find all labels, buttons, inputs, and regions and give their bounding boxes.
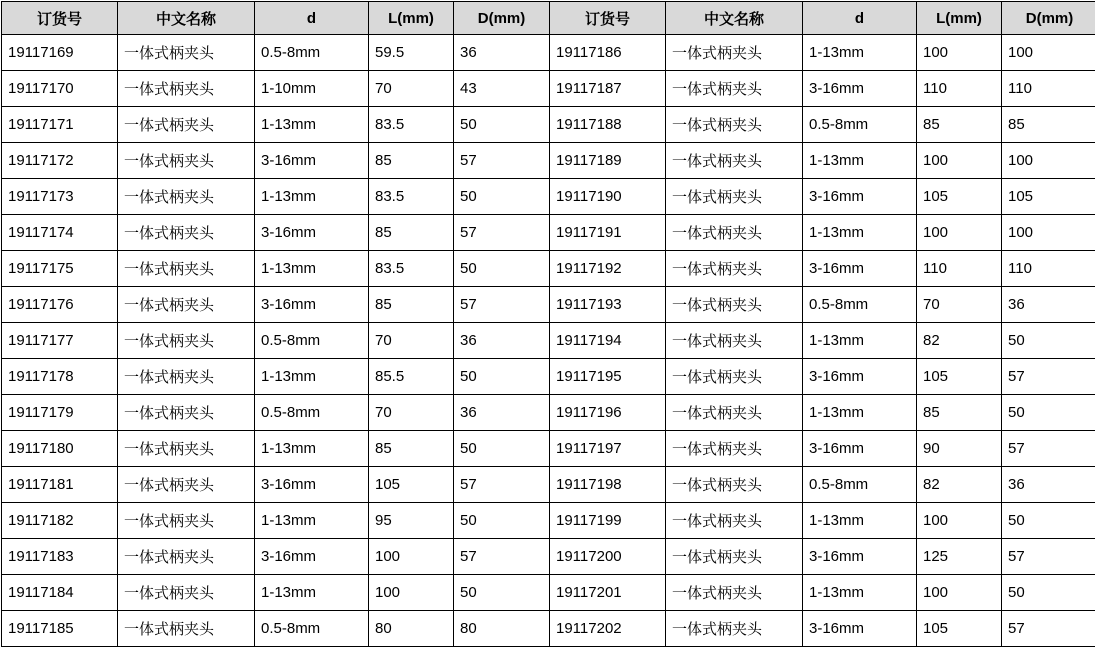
cell-length-left: 105 bbox=[369, 467, 454, 503]
table-row bbox=[2, 107, 1095, 143]
cell-length-right: 105 bbox=[917, 611, 1002, 647]
cell-d-left: 3-16mm bbox=[255, 287, 369, 323]
cell-order-no-left: 19117185 bbox=[2, 611, 118, 647]
cell-chinese-name-right: 一体式柄夹头 bbox=[666, 575, 803, 611]
cell-chinese-name-right: 一体式柄夹头 bbox=[666, 503, 803, 539]
cell-chinese-name-right: 一体式柄夹头 bbox=[666, 251, 803, 287]
product-spec-table bbox=[1, 1, 1095, 647]
header-order-no-left: 订货号 bbox=[2, 2, 118, 35]
cell-length-right: 100 bbox=[917, 215, 1002, 251]
cell-chinese-name-left: 一体式柄夹头 bbox=[118, 107, 255, 143]
cell-chinese-name-right: 一体式柄夹头 bbox=[666, 395, 803, 431]
cell-diameter-left: 50 bbox=[454, 179, 550, 215]
cell-chinese-name-right: 一体式柄夹头 bbox=[666, 287, 803, 323]
cell-d-right: 1-13mm bbox=[803, 575, 917, 611]
cell-diameter-left: 57 bbox=[454, 287, 550, 323]
header-d-right: d bbox=[803, 2, 917, 35]
cell-diameter-right: 50 bbox=[1002, 323, 1095, 359]
cell-d-right: 3-16mm bbox=[803, 611, 917, 647]
cell-diameter-right: 85 bbox=[1002, 107, 1095, 143]
table-row bbox=[2, 539, 1095, 575]
cell-length-right: 90 bbox=[917, 431, 1002, 467]
cell-diameter-right: 100 bbox=[1002, 215, 1095, 251]
cell-d-right: 3-16mm bbox=[803, 71, 917, 107]
cell-chinese-name-left: 一体式柄夹头 bbox=[118, 575, 255, 611]
cell-order-no-left: 19117177 bbox=[2, 323, 118, 359]
cell-d-right: 3-16mm bbox=[803, 539, 917, 575]
table-row bbox=[2, 467, 1095, 503]
cell-d-left: 0.5-8mm bbox=[255, 611, 369, 647]
cell-diameter-right: 110 bbox=[1002, 71, 1095, 107]
cell-length-left: 80 bbox=[369, 611, 454, 647]
table-row bbox=[2, 215, 1095, 251]
cell-length-left: 85 bbox=[369, 287, 454, 323]
cell-length-right: 100 bbox=[917, 35, 1002, 71]
cell-diameter-right: 50 bbox=[1002, 395, 1095, 431]
cell-d-right: 3-16mm bbox=[803, 431, 917, 467]
table-row bbox=[2, 575, 1095, 611]
cell-order-no-right: 19117193 bbox=[550, 287, 666, 323]
table-row bbox=[2, 287, 1095, 323]
cell-d-left: 1-13mm bbox=[255, 431, 369, 467]
cell-d-left: 1-13mm bbox=[255, 359, 369, 395]
cell-order-no-left: 19117169 bbox=[2, 35, 118, 71]
cell-diameter-left: 50 bbox=[454, 359, 550, 395]
table-row bbox=[2, 323, 1095, 359]
table-row bbox=[2, 251, 1095, 287]
table-row bbox=[2, 359, 1095, 395]
cell-d-right: 3-16mm bbox=[803, 359, 917, 395]
table-row bbox=[2, 431, 1095, 467]
cell-diameter-left: 50 bbox=[454, 107, 550, 143]
cell-d-right: 3-16mm bbox=[803, 251, 917, 287]
cell-length-left: 70 bbox=[369, 323, 454, 359]
header-length-right: L(mm) bbox=[917, 2, 1002, 35]
cell-length-right: 110 bbox=[917, 71, 1002, 107]
cell-length-right: 105 bbox=[917, 359, 1002, 395]
cell-chinese-name-left: 一体式柄夹头 bbox=[118, 215, 255, 251]
cell-length-left: 85.5 bbox=[369, 359, 454, 395]
cell-length-left: 83.5 bbox=[369, 251, 454, 287]
cell-chinese-name-left: 一体式柄夹头 bbox=[118, 611, 255, 647]
cell-length-right: 105 bbox=[917, 179, 1002, 215]
cell-d-right: 1-13mm bbox=[803, 35, 917, 71]
cell-length-right: 82 bbox=[917, 467, 1002, 503]
cell-chinese-name-left: 一体式柄夹头 bbox=[118, 35, 255, 71]
cell-order-no-left: 19117182 bbox=[2, 503, 118, 539]
cell-d-left: 3-16mm bbox=[255, 143, 369, 179]
cell-order-no-left: 19117181 bbox=[2, 467, 118, 503]
cell-chinese-name-right: 一体式柄夹头 bbox=[666, 467, 803, 503]
cell-chinese-name-left: 一体式柄夹头 bbox=[118, 467, 255, 503]
cell-chinese-name-right: 一体式柄夹头 bbox=[666, 215, 803, 251]
cell-d-right: 1-13mm bbox=[803, 215, 917, 251]
cell-chinese-name-right: 一体式柄夹头 bbox=[666, 359, 803, 395]
cell-d-left: 1-13mm bbox=[255, 179, 369, 215]
cell-diameter-left: 50 bbox=[454, 503, 550, 539]
cell-order-no-right: 19117201 bbox=[550, 575, 666, 611]
table-row bbox=[2, 35, 1095, 71]
cell-diameter-left: 57 bbox=[454, 215, 550, 251]
spec-table-sheet bbox=[0, 1, 1095, 666]
cell-length-right: 100 bbox=[917, 575, 1002, 611]
cell-order-no-right: 19117187 bbox=[550, 71, 666, 107]
cell-order-no-left: 19117180 bbox=[2, 431, 118, 467]
cell-d-right: 1-13mm bbox=[803, 143, 917, 179]
cell-chinese-name-left: 一体式柄夹头 bbox=[118, 323, 255, 359]
cell-d-right: 3-16mm bbox=[803, 179, 917, 215]
cell-length-right: 85 bbox=[917, 395, 1002, 431]
cell-diameter-left: 50 bbox=[454, 251, 550, 287]
cell-order-no-right: 19117192 bbox=[550, 251, 666, 287]
cell-chinese-name-right: 一体式柄夹头 bbox=[666, 431, 803, 467]
cell-order-no-left: 19117176 bbox=[2, 287, 118, 323]
cell-length-left: 100 bbox=[369, 575, 454, 611]
header-d-left: d bbox=[255, 2, 369, 35]
cell-diameter-left: 36 bbox=[454, 35, 550, 71]
cell-diameter-left: 57 bbox=[454, 143, 550, 179]
cell-d-left: 3-16mm bbox=[255, 467, 369, 503]
cell-chinese-name-right: 一体式柄夹头 bbox=[666, 323, 803, 359]
cell-diameter-right: 57 bbox=[1002, 431, 1095, 467]
cell-chinese-name-left: 一体式柄夹头 bbox=[118, 179, 255, 215]
cell-diameter-left: 36 bbox=[454, 395, 550, 431]
cell-chinese-name-right: 一体式柄夹头 bbox=[666, 71, 803, 107]
cell-diameter-left: 50 bbox=[454, 575, 550, 611]
cell-length-right: 100 bbox=[917, 143, 1002, 179]
cell-order-no-right: 19117188 bbox=[550, 107, 666, 143]
table-header bbox=[2, 2, 1095, 35]
cell-length-right: 100 bbox=[917, 503, 1002, 539]
cell-order-no-left: 19117175 bbox=[2, 251, 118, 287]
cell-order-no-right: 19117199 bbox=[550, 503, 666, 539]
cell-d-left: 1-10mm bbox=[255, 71, 369, 107]
cell-length-right: 85 bbox=[917, 107, 1002, 143]
cell-chinese-name-right: 一体式柄夹头 bbox=[666, 611, 803, 647]
cell-order-no-right: 19117194 bbox=[550, 323, 666, 359]
cell-length-left: 95 bbox=[369, 503, 454, 539]
cell-diameter-right: 110 bbox=[1002, 251, 1095, 287]
cell-d-right: 0.5-8mm bbox=[803, 287, 917, 323]
cell-diameter-right: 36 bbox=[1002, 287, 1095, 323]
cell-diameter-left: 80 bbox=[454, 611, 550, 647]
cell-diameter-right: 105 bbox=[1002, 179, 1095, 215]
cell-length-left: 85 bbox=[369, 143, 454, 179]
cell-d-left: 1-13mm bbox=[255, 107, 369, 143]
cell-order-no-right: 19117196 bbox=[550, 395, 666, 431]
table-row bbox=[2, 395, 1095, 431]
cell-length-left: 70 bbox=[369, 395, 454, 431]
cell-chinese-name-left: 一体式柄夹头 bbox=[118, 539, 255, 575]
cell-order-no-left: 19117179 bbox=[2, 395, 118, 431]
cell-chinese-name-right: 一体式柄夹头 bbox=[666, 35, 803, 71]
cell-d-left: 3-16mm bbox=[255, 539, 369, 575]
cell-order-no-right: 19117200 bbox=[550, 539, 666, 575]
cell-diameter-right: 100 bbox=[1002, 35, 1095, 71]
cell-diameter-left: 57 bbox=[454, 539, 550, 575]
cell-order-no-left: 19117174 bbox=[2, 215, 118, 251]
cell-chinese-name-right: 一体式柄夹头 bbox=[666, 539, 803, 575]
table-row bbox=[2, 503, 1095, 539]
cell-d-left: 3-16mm bbox=[255, 215, 369, 251]
table-row bbox=[2, 611, 1095, 647]
cell-length-left: 59.5 bbox=[369, 35, 454, 71]
table-body bbox=[2, 35, 1095, 647]
table-row bbox=[2, 71, 1095, 107]
table-row bbox=[2, 143, 1095, 179]
cell-length-right: 82 bbox=[917, 323, 1002, 359]
cell-order-no-right: 19117189 bbox=[550, 143, 666, 179]
cell-length-left: 70 bbox=[369, 71, 454, 107]
cell-d-right: 1-13mm bbox=[803, 503, 917, 539]
cell-chinese-name-right: 一体式柄夹头 bbox=[666, 143, 803, 179]
cell-d-left: 0.5-8mm bbox=[255, 323, 369, 359]
cell-order-no-left: 19117183 bbox=[2, 539, 118, 575]
cell-order-no-left: 19117171 bbox=[2, 107, 118, 143]
cell-order-no-right: 19117197 bbox=[550, 431, 666, 467]
cell-d-left: 1-13mm bbox=[255, 575, 369, 611]
cell-d-right: 1-13mm bbox=[803, 323, 917, 359]
header-diameter-left: D(mm) bbox=[454, 2, 550, 35]
cell-diameter-right: 57 bbox=[1002, 539, 1095, 575]
cell-order-no-left: 19117184 bbox=[2, 575, 118, 611]
header-order-no-right: 订货号 bbox=[550, 2, 666, 35]
cell-order-no-right: 19117186 bbox=[550, 35, 666, 71]
cell-order-no-left: 19117172 bbox=[2, 143, 118, 179]
cell-diameter-right: 57 bbox=[1002, 359, 1095, 395]
cell-length-right: 110 bbox=[917, 251, 1002, 287]
cell-order-no-left: 19117170 bbox=[2, 71, 118, 107]
cell-diameter-right: 50 bbox=[1002, 575, 1095, 611]
cell-chinese-name-left: 一体式柄夹头 bbox=[118, 71, 255, 107]
cell-order-no-right: 19117195 bbox=[550, 359, 666, 395]
header-chinese-name-right: 中文名称 bbox=[666, 2, 803, 35]
cell-chinese-name-left: 一体式柄夹头 bbox=[118, 395, 255, 431]
cell-chinese-name-right: 一体式柄夹头 bbox=[666, 179, 803, 215]
cell-length-left: 85 bbox=[369, 215, 454, 251]
cell-d-right: 0.5-8mm bbox=[803, 467, 917, 503]
cell-chinese-name-left: 一体式柄夹头 bbox=[118, 143, 255, 179]
cell-d-left: 0.5-8mm bbox=[255, 35, 369, 71]
cell-length-right: 70 bbox=[917, 287, 1002, 323]
cell-length-left: 83.5 bbox=[369, 107, 454, 143]
cell-diameter-right: 36 bbox=[1002, 467, 1095, 503]
header-chinese-name-left: 中文名称 bbox=[118, 2, 255, 35]
cell-diameter-right: 57 bbox=[1002, 611, 1095, 647]
cell-chinese-name-left: 一体式柄夹头 bbox=[118, 359, 255, 395]
cell-length-left: 83.5 bbox=[369, 179, 454, 215]
cell-d-right: 1-13mm bbox=[803, 395, 917, 431]
cell-order-no-left: 19117173 bbox=[2, 179, 118, 215]
cell-chinese-name-left: 一体式柄夹头 bbox=[118, 503, 255, 539]
header-diameter-right: D(mm) bbox=[1002, 2, 1095, 35]
cell-diameter-right: 50 bbox=[1002, 503, 1095, 539]
cell-order-no-right: 19117191 bbox=[550, 215, 666, 251]
cell-order-no-right: 19117198 bbox=[550, 467, 666, 503]
cell-chinese-name-right: 一体式柄夹头 bbox=[666, 107, 803, 143]
cell-diameter-left: 43 bbox=[454, 71, 550, 107]
cell-length-right: 125 bbox=[917, 539, 1002, 575]
cell-length-left: 100 bbox=[369, 539, 454, 575]
header-row bbox=[2, 2, 1095, 35]
cell-diameter-left: 50 bbox=[454, 431, 550, 467]
cell-order-no-left: 19117178 bbox=[2, 359, 118, 395]
cell-order-no-right: 19117190 bbox=[550, 179, 666, 215]
cell-chinese-name-left: 一体式柄夹头 bbox=[118, 251, 255, 287]
cell-diameter-left: 36 bbox=[454, 323, 550, 359]
cell-diameter-right: 100 bbox=[1002, 143, 1095, 179]
cell-d-right: 0.5-8mm bbox=[803, 107, 917, 143]
cell-order-no-right: 19117202 bbox=[550, 611, 666, 647]
cell-d-left: 1-13mm bbox=[255, 503, 369, 539]
cell-chinese-name-left: 一体式柄夹头 bbox=[118, 431, 255, 467]
cell-d-left: 0.5-8mm bbox=[255, 395, 369, 431]
header-length-left: L(mm) bbox=[369, 2, 454, 35]
table-row bbox=[2, 179, 1095, 215]
cell-diameter-left: 57 bbox=[454, 467, 550, 503]
cell-length-left: 85 bbox=[369, 431, 454, 467]
cell-chinese-name-left: 一体式柄夹头 bbox=[118, 287, 255, 323]
cell-d-left: 1-13mm bbox=[255, 251, 369, 287]
